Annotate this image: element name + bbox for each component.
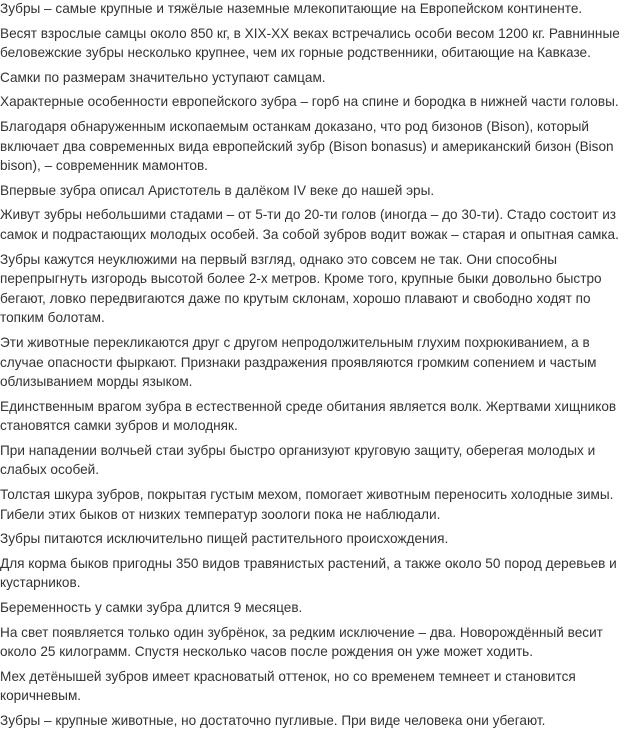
paragraph: Благодаря обнаруженным ископаемым останкам доказано, что род бизонов (Bison), который включает два современных вида европейский зубр (Bison bonasus) и американский бизон (Bison bison), – современник мамонтов.	[0, 118, 614, 174]
paragraph: Эти животные перекликаются друг с другом непродолжительным глухим похрюкиванием, а в случае опасности фыркают. Признаки раздражения проявляются громким сопением и частым облизыванием морды языком.	[0, 334, 597, 390]
paragraph: Зубры – крупные животные, но достаточно пугливые. При виде человека они убегают.	[0, 713, 546, 728]
paragraph: Впервые зубра описал Аристотель в далёком IV веке до нашей эры.	[0, 182, 435, 198]
paragraph: При нападении волчьей стаи зубры быстро организуют круговую защиту, оберегая молодых и слабых особей.	[0, 442, 596, 478]
paragraph: Для корма быков пригодны 350 видов травянистых растений, а также около 50 пород деревьев и кустарников.	[0, 555, 617, 591]
paragraph: Характерные особенности европейского зубра – горб на спине и бородка в нижней части головы.	[0, 94, 619, 110]
paragraph: Зубры – самые крупные и тяжёлые наземные млекопитающие на Европейском континенте.	[0, 1, 583, 16]
paragraph: Мех детёнышей зубров имеет красноватый оттенок, но со временем темнеет и становится коричневым.	[0, 668, 576, 704]
paragraph: Зубры питаются исключительно пищей растительного происхождения.	[0, 531, 449, 547]
paragraph: Весят взрослые самцы около 850 кг, в XIX-XX веках встречались особи весом 1200 кг. Равнинные беловежские зубры несколько крупнее, чем их горные родственники, обитающие на Кавказе.	[0, 25, 620, 61]
paragraph: На свет появляется только один зубрёнок, за редким исключение – два. Новорождённый весит около 25 килограмм. Спустя несколько часов после рождения он уже может ходить.	[0, 624, 603, 660]
paragraph: Зубры кажутся неуклюжими на первый взгляд, однако это совсем не так. Они способны перепрыгнуть изгородь высотой более 2-х метров. Кроме того, крупные быки довольно быстро бегают, ловко передвигаются даже по крутым склонам, хорошо плавают и свободно ходят по топким болотам.	[0, 251, 602, 326]
paragraph: Толстая шкура зубров, покрытая густым мехом, помогает животным переносить холодные зимы. Гибели этих быков от низких температур зоологи пока не наблюдали.	[0, 487, 614, 522]
paragraph: Единственным врагом зубра в естественной среде обитания является волк. Жертвами хищников становятся самки зубров и молодняк.	[0, 398, 617, 434]
paragraph: Живут зубры небольшими стадами – от 5-ти до 20-ти голов (иногда – до 30-ти). Стадо состоит из самок и подрастающих молодых особей. За собой зубров водит вожак – старая и опытная самка.	[0, 207, 619, 242]
paragraph: Беременность у самки зубра длится 9 месяцев.	[0, 600, 303, 616]
paragraph: Самки по размерам значительно уступают самцам.	[0, 69, 326, 85]
